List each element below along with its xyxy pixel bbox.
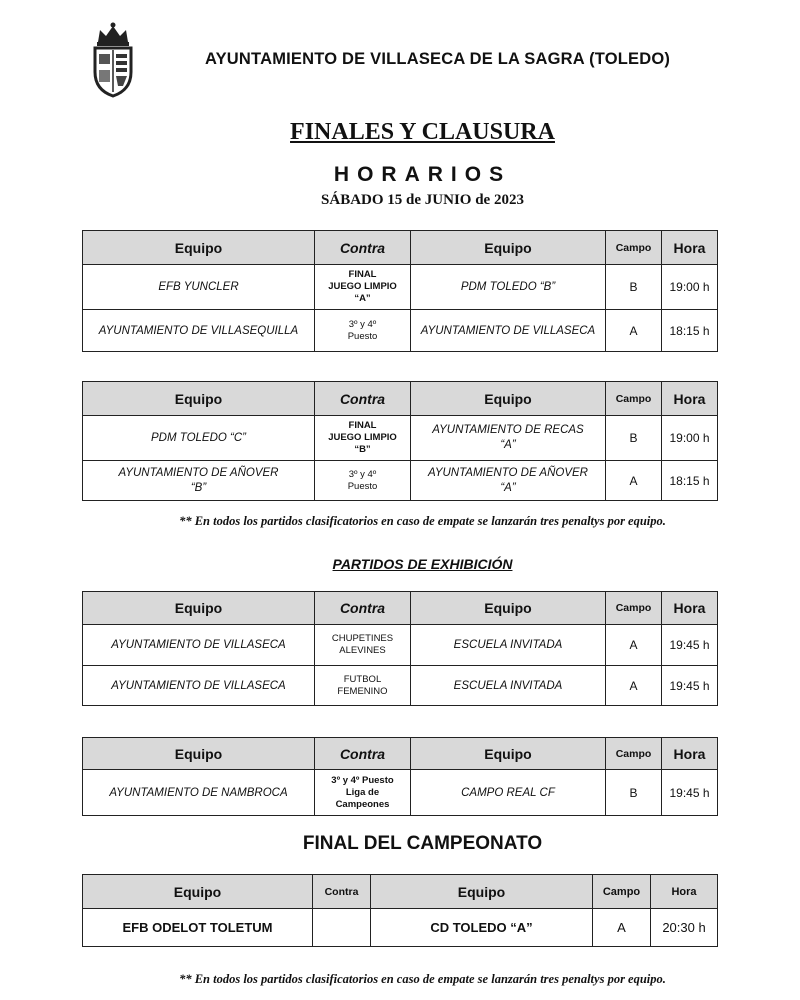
subtitle: HORARIOS <box>333 163 512 186</box>
field-cell: A <box>606 666 662 706</box>
col-time-header: Hora <box>662 382 718 416</box>
col-team2-header: Equipo <box>371 875 593 909</box>
col-field-header: Campo <box>606 231 662 265</box>
vs-cell: 3º y 4º Puesto <box>315 310 411 352</box>
team2-cell: CAMPO REAL CF <box>411 770 606 816</box>
time-cell: 19:45 h <box>662 770 718 816</box>
vs-cell: 3º y 4º Puesto Liga de Campeones <box>315 770 411 816</box>
schedule-table-champions-league <box>82 737 718 816</box>
time-cell: 19:00 h <box>662 265 718 310</box>
table-row <box>83 461 718 501</box>
col-team2-header: Equipo <box>411 382 606 416</box>
time-cell: 20:30 h <box>651 909 718 947</box>
time-cell: 19:45 h <box>662 666 718 706</box>
vs-cell: FINAL JUEGO LIMPIO “B” <box>315 416 411 461</box>
penalty-note-bottom: ** En todos los partidos clasificatorios en caso de empate se lanzarán tres penaltys por equipo. <box>179 972 666 986</box>
championship-final-title: FINAL DEL CAMPEONATO <box>302 833 543 854</box>
vs-cell: FUTBOL FEMENINO <box>315 666 411 706</box>
team1-cell: AYUNTAMIENTO DE VILLASECA <box>83 666 315 706</box>
col-team1-header: Equipo <box>83 875 313 909</box>
col-team1-header: Equipo <box>83 231 315 265</box>
table-row <box>83 416 718 461</box>
vs-cell <box>313 909 371 947</box>
table-row <box>83 909 718 947</box>
team1-cell: AYUNTAMIENTO DE VILLASECA <box>83 625 315 666</box>
col-vs-header: Contra <box>313 875 371 909</box>
table-row <box>83 265 718 310</box>
field-cell: B <box>606 770 662 816</box>
col-vs-header: Contra <box>315 231 411 265</box>
team2-cell: CD TOLEDO “A” <box>371 909 593 947</box>
table-header-row <box>83 592 718 625</box>
col-field-header: Campo <box>606 592 662 625</box>
col-team2-header: Equipo <box>411 231 606 265</box>
team1-cell: EFB YUNCLER <box>83 265 315 310</box>
team1-cell: AYUNTAMIENTO DE VILLASEQUILLA <box>83 310 315 352</box>
header-title: AYUNTAMIENTO DE VILLASECA DE LA SAGRA (TOLEDO) <box>205 50 671 68</box>
col-time-header: Hora <box>662 738 718 770</box>
col-time-header: Hora <box>651 875 718 909</box>
vs-cell: CHUPETINES ALEVINES <box>315 625 411 666</box>
col-team1-header: Equipo <box>83 592 315 625</box>
col-team1-header: Equipo <box>83 738 315 770</box>
col-team1-header: Equipo <box>83 382 315 416</box>
team2-cell: ESCUELA INVITADA <box>411 625 606 666</box>
col-time-header: Hora <box>662 231 718 265</box>
field-cell: A <box>606 461 662 501</box>
time-cell: 18:15 h <box>662 310 718 352</box>
team1-cell: EFB ODELOT TOLETUM <box>83 909 313 947</box>
schedule-table-exhibition <box>82 591 718 706</box>
time-cell: 19:00 h <box>662 416 718 461</box>
table-row <box>83 770 718 816</box>
table-header-row <box>83 738 718 770</box>
col-vs-header: Contra <box>315 592 411 625</box>
table-header-row <box>83 231 718 265</box>
time-cell: 19:45 h <box>662 625 718 666</box>
team1-cell: AYUNTAMIENTO DE NAMBROCA <box>83 770 315 816</box>
event-date: SÁBADO 15 de JUNIO de 2023 <box>321 192 524 208</box>
table-row <box>83 666 718 706</box>
field-cell: A <box>606 310 662 352</box>
field-cell: A <box>593 909 651 947</box>
table-header-row <box>83 875 718 909</box>
col-team2-header: Equipo <box>411 592 606 625</box>
team2-cell: AYUNTAMIENTO DE AÑOVER “A” <box>411 461 606 501</box>
vs-cell: 3º y 4º Puesto <box>315 461 411 501</box>
col-time-header: Hora <box>662 592 718 625</box>
schedule-table-final <box>82 874 718 947</box>
table-row <box>83 310 718 352</box>
schedule-table-juego-limpio-b <box>82 381 718 501</box>
col-vs-header: Contra <box>315 738 411 770</box>
team2-cell: AYUNTAMIENTO DE RECAS “A” <box>411 416 606 461</box>
team2-cell: ESCUELA INVITADA <box>411 666 606 706</box>
team2-cell: AYUNTAMIENTO DE VILLASECA <box>411 310 606 352</box>
exhibition-section-title: PARTIDOS DE EXHIBICIÓN <box>332 556 513 572</box>
field-cell: B <box>606 265 662 310</box>
municipal-crest-icon <box>88 20 138 100</box>
schedule-table-juego-limpio-a <box>82 230 718 352</box>
vs-cell: FINAL JUEGO LIMPIO “A” <box>315 265 411 310</box>
team1-cell: AYUNTAMIENTO DE AÑOVER “B” <box>83 461 315 501</box>
team2-cell: PDM TOLEDO “B” <box>411 265 606 310</box>
col-field-header: Campo <box>593 875 651 909</box>
col-field-header: Campo <box>606 738 662 770</box>
table-header-row <box>83 382 718 416</box>
time-cell: 18:15 h <box>662 461 718 501</box>
page-title: FINALES Y CLAUSURA <box>290 119 555 145</box>
col-vs-header: Contra <box>315 382 411 416</box>
table-row <box>83 625 718 666</box>
field-cell: A <box>606 625 662 666</box>
col-field-header: Campo <box>606 382 662 416</box>
penalty-note: ** En todos los partidos clasificatorios en caso de empate se lanzarán tres penaltys por equipo. <box>179 514 666 528</box>
field-cell: B <box>606 416 662 461</box>
col-team2-header: Equipo <box>411 738 606 770</box>
team1-cell: PDM TOLEDO “C” <box>83 416 315 461</box>
